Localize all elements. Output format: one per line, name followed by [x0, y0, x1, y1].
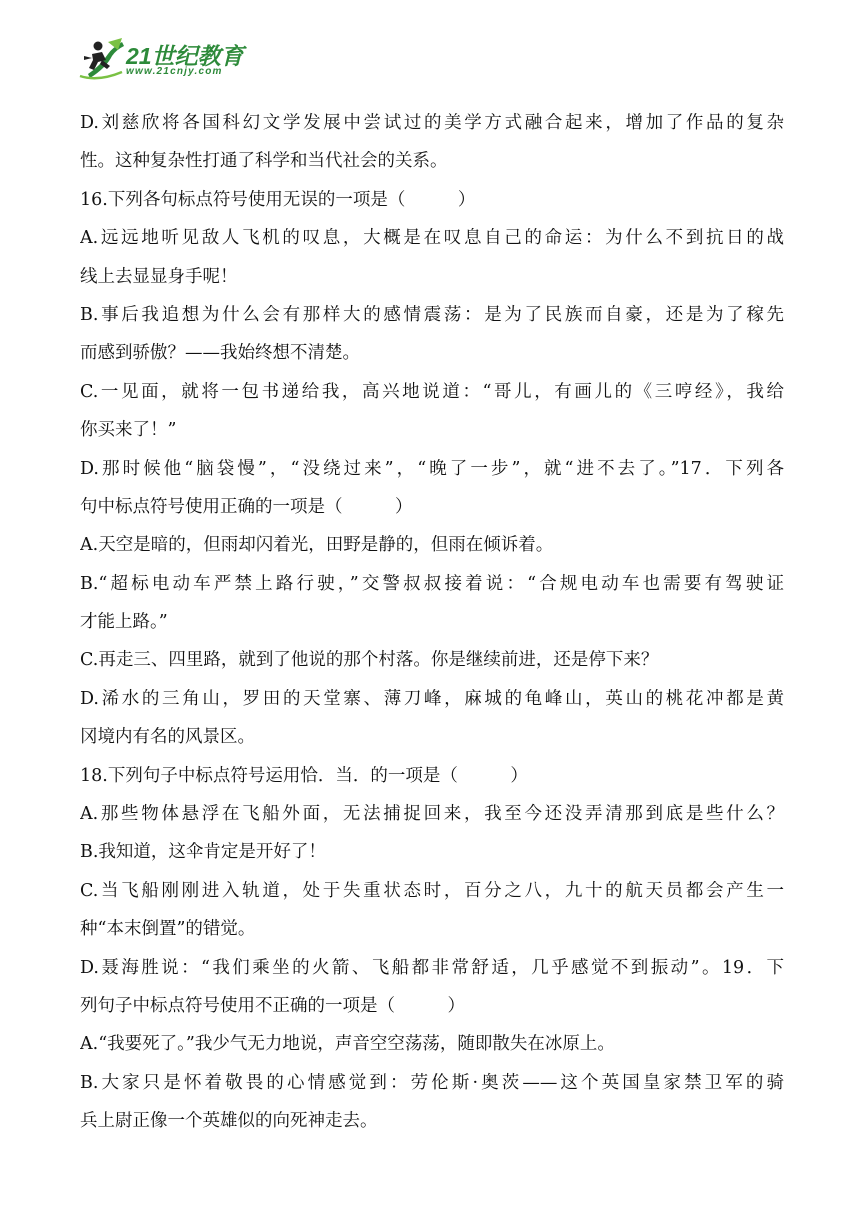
text-line: C.一见面，就将一包书递给我，高兴地说道：“哥儿，有画儿的《三哼经》，我给 — [80, 381, 784, 402]
text-line: 线上去显显身手呢！ — [80, 266, 238, 287]
text-line: B.大家只是怀着敬畏的心情感觉到：劳伦斯·奥茨——这个英国皇家禁卫军的骑 — [80, 1072, 784, 1093]
text-line: 而感到骄傲？——我始终想不清楚。 — [80, 343, 360, 364]
logo — [78, 36, 258, 84]
text-line: D.刘慈欣将各国科幻文学发展中尝试过的美学方式融合起来，增加了作品的复杂 — [80, 113, 784, 133]
text-line: 性。这种复杂性打通了科学和当代社会的关系。 — [80, 151, 448, 172]
text-line: C.当飞船刚刚进入轨道，处于失重状态时，百分之八，九十的航天员都会产生一 — [80, 880, 784, 901]
text-line: 兵上尉正像一个英雄似的向死神走去。 — [80, 1111, 378, 1132]
document-body — [80, 104, 784, 1141]
runner-logo-icon — [78, 36, 126, 84]
text-line: 16.下列各句标点符号使用无误的一项是（ ） — [80, 189, 476, 210]
text-line: D.那时候他“脑袋慢”，“没绕过来”，“晚了一步”，就“进不去了。”17．下列各 — [80, 458, 784, 479]
brand-url: www.21cnjy.com — [126, 66, 223, 77]
text-line: B.我知道，这伞肯定是开好了！ — [80, 842, 326, 863]
text-line: 种“本末倒置”的错觉。 — [80, 919, 256, 940]
text-line: B.“超标电动车严禁上路行驶，”交警叔叔接着说：“合规电动车也需要有驾驶证 — [80, 573, 784, 594]
text-line: A.那些物体悬浮在飞船外面，无法捕捉回来，我至今还没弄清那到底是些什么？ — [80, 804, 784, 825]
text-line: C.再走三、四里路，就到了他说的那个村落。你是继续前进，还是停下来？ — [80, 650, 659, 671]
text-line: 才能上路。” — [80, 612, 168, 633]
text-line: 列句子中标点符号使用不正确的一项是（ ） — [80, 995, 465, 1016]
text-line: D.浠水的三角山，罗田的天堂寨、薄刀峰，麻城的龟峰山，英山的桃花冲都是黄 — [80, 688, 784, 709]
text-line: A.远远地听见敌人飞机的叹息，大概是在叹息自己的命运：为什么不到抗日的战 — [80, 228, 784, 249]
text-line: A.天空是暗的，但雨却闪着光，田野是静的，但雨在倾诉着。 — [80, 535, 554, 556]
text-line: 句中标点符号使用正确的一项是（ ） — [80, 496, 413, 517]
text-line: 18.下列句子中标点符号运用恰．当．的一项是（ ） — [80, 765, 528, 786]
text-line: A.“我要死了。”我少气无力地说，声音空空荡荡，随即散失在冰原上。 — [80, 1034, 615, 1055]
text-line: 冈境内有名的风景区。 — [80, 727, 255, 748]
brand-name: 21世纪教育 — [126, 43, 244, 69]
text-line: D.聂海胜说：“我们乘坐的火箭、飞船都非常舒适，几乎感觉不到振动”。19．下 — [80, 957, 784, 978]
text-line: 你买来了！” — [80, 420, 177, 441]
text-line: B.事后我追想为什么会有那样大的感情震荡：是为了民族而自豪，还是为了稼先 — [80, 304, 784, 325]
